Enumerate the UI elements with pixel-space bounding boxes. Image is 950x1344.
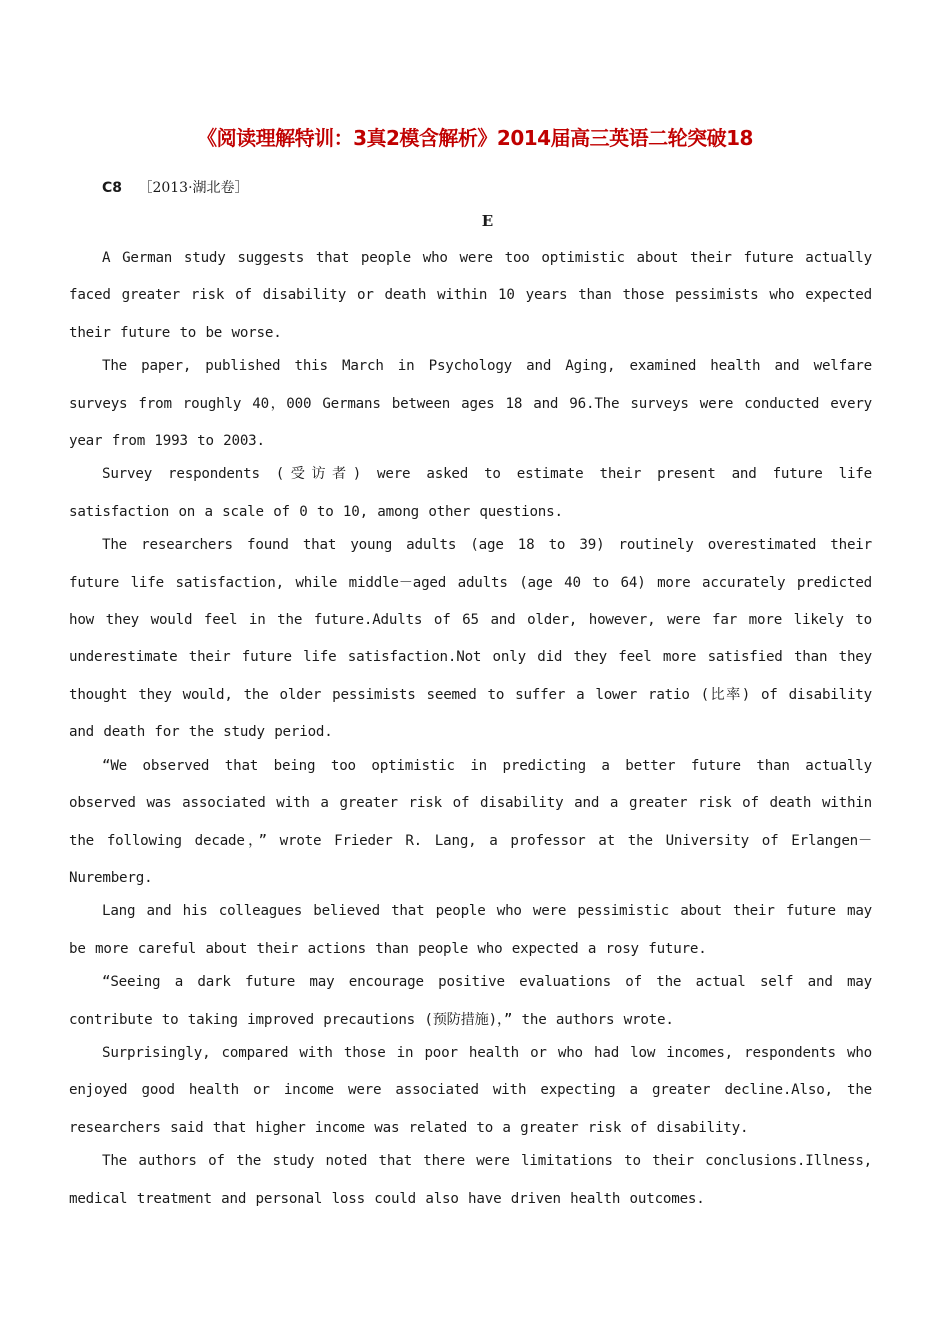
- paragraph: Lang and his colleagues believed that people who were pessimistic about their future may be more careful about their actions than people who expected a rosy future.: [69, 903, 872, 957]
- paragraph: “Seeing a dark future may encourage positive evaluations of the actual self and may contribute to taking improved precautions (预防措施)，” the authors wrote.: [69, 974, 872, 1028]
- paragraph: Survey respondents (受访者) were asked to estimate their present and future life satisfaction on a scale of 0 to 10, among other questions.: [69, 466, 872, 520]
- question-code: C8: [102, 180, 123, 196]
- paragraph: Surprisingly, compared with those in poor health or who had low incomes, respondents who enjoyed good health or income were associated with expecting a greater decline.Also, the researchers said that higher income was related to a greater risk of disability.: [69, 1044, 872, 1136]
- paragraph: “We observed that being too optimistic in predicting a better future than actually observed was associated with a greater risk of disability and a greater risk of death within the following decade，” wrote Frieder R. Lang, a professor at the University of Erlangen－Nuremberg.: [69, 757, 872, 886]
- passage-label: E: [481, 212, 494, 230]
- paragraph: The researchers found that young adults (age 18 to 39) routinely overestimated their future life satisfaction, while middle－aged adults (age 40 to 64) more accurately predicted how they would feel in the future.Adults of 65 and older, however, were far more likely to underestimate their future life satisfaction.Not only did they feel more satisfied than they thought they would, the older pessimists seemed to suffer a lower ratio (比率) of disability and death for the study period.: [69, 537, 872, 741]
- document-title: 《阅读理解特训：3真2模含解析》2014届高三英语二轮突破18: [197, 126, 753, 150]
- source-reference: ［2013·湖北卷］: [138, 180, 249, 196]
- paragraph: A German study suggests that people who were too optimistic about their future actually faced greater risk of disability or death within 10 years than those pessimists who expected their future to be worse.: [69, 250, 872, 341]
- paragraph: The authors of the study noted that there were limitations to their conclusions.Illness, medical treatment and personal loss could also have driven health outcomes.: [69, 1153, 872, 1207]
- paragraph: The paper, published this March in Psychology and Aging, examined health and welfare surveys from roughly 40，000 Germans between ages 18 and 96.The surveys were conducted every year from 1993 to 2003.: [69, 358, 872, 450]
- article-body: [69, 240, 872, 1214]
- source-line: [102, 177, 249, 197]
